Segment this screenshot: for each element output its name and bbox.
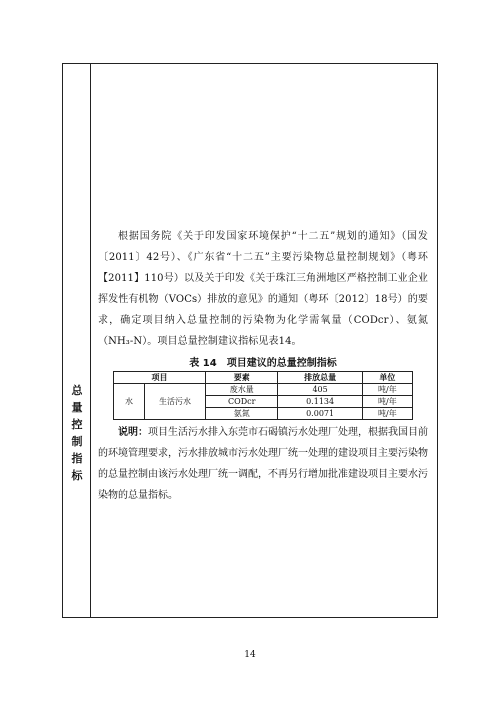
note-label: 说明： <box>118 427 148 438</box>
amount-cell: 0.0071 <box>278 408 362 420</box>
note-paragraph <box>98 422 428 506</box>
header-cell: 单位 <box>362 372 412 384</box>
unit-cell: 吨/年 <box>362 396 412 408</box>
amount-cell: 405 <box>278 384 362 396</box>
side-title <box>63 382 91 484</box>
unit-cell: 吨/年 <box>362 384 412 396</box>
element-cell: CODcr <box>206 396 278 408</box>
side-title-char: 控 <box>71 418 83 431</box>
table-row <box>114 384 413 396</box>
side-column <box>63 64 91 617</box>
note-text: 项目生活污水排入东莞市石碣镇污水处理厂处理，根据我国目前的环境管理要求，污水排放城市污水处理厂统一处理的建设项目主要污染物的总量控制由该污水处理厂统一调配，不再另行增加批准建设项目主要水污染物的总量指标。 <box>98 427 428 501</box>
amount-cell: 0.1134 <box>278 396 362 408</box>
element-cell: 氨氮 <box>206 408 278 420</box>
header-cell: 排放总量 <box>278 372 362 384</box>
side-title-char: 量 <box>71 401 83 414</box>
table-title: 表 14 项目建议的总量控制指标 <box>189 358 337 369</box>
group-cell: 水 <box>114 384 145 420</box>
form-frame <box>62 63 438 618</box>
content-area <box>98 226 428 506</box>
header-cell: 项目 <box>114 372 206 384</box>
side-title-char: 总 <box>71 384 83 397</box>
element-cell: 废水量 <box>206 384 278 396</box>
page-number: 14 <box>244 650 256 660</box>
subgroup-cell: 生活污水 <box>145 384 206 420</box>
header-cell: 要素 <box>206 372 278 384</box>
table-header-row <box>114 372 413 384</box>
control-table <box>113 371 413 420</box>
main-paragraph: 根据国务院《关于印发国家环境保护“十二五”规划的通知》（国发〔2011〕42号）、《广东省“十二五”主要污染物总量控制规划》（粤环【2011】110号）以及关于印发《关于珠江三角洲地区严格控制工业企业挥发性有机物（VOCs）排放的意见》的通知（粤环〔2012〕18号）的要求，确定项目纳入总量控制的污染物为化学需氧量（CODcr）、氨氮（NH₃-N）。项目总量控制建议指标见表14。 <box>98 231 428 347</box>
side-title-char: 制 <box>71 435 83 448</box>
unit-cell: 吨/年 <box>362 408 412 420</box>
top-gap <box>91 64 437 70</box>
side-title-char: 标 <box>71 469 83 482</box>
side-title-char: 指 <box>71 452 83 465</box>
